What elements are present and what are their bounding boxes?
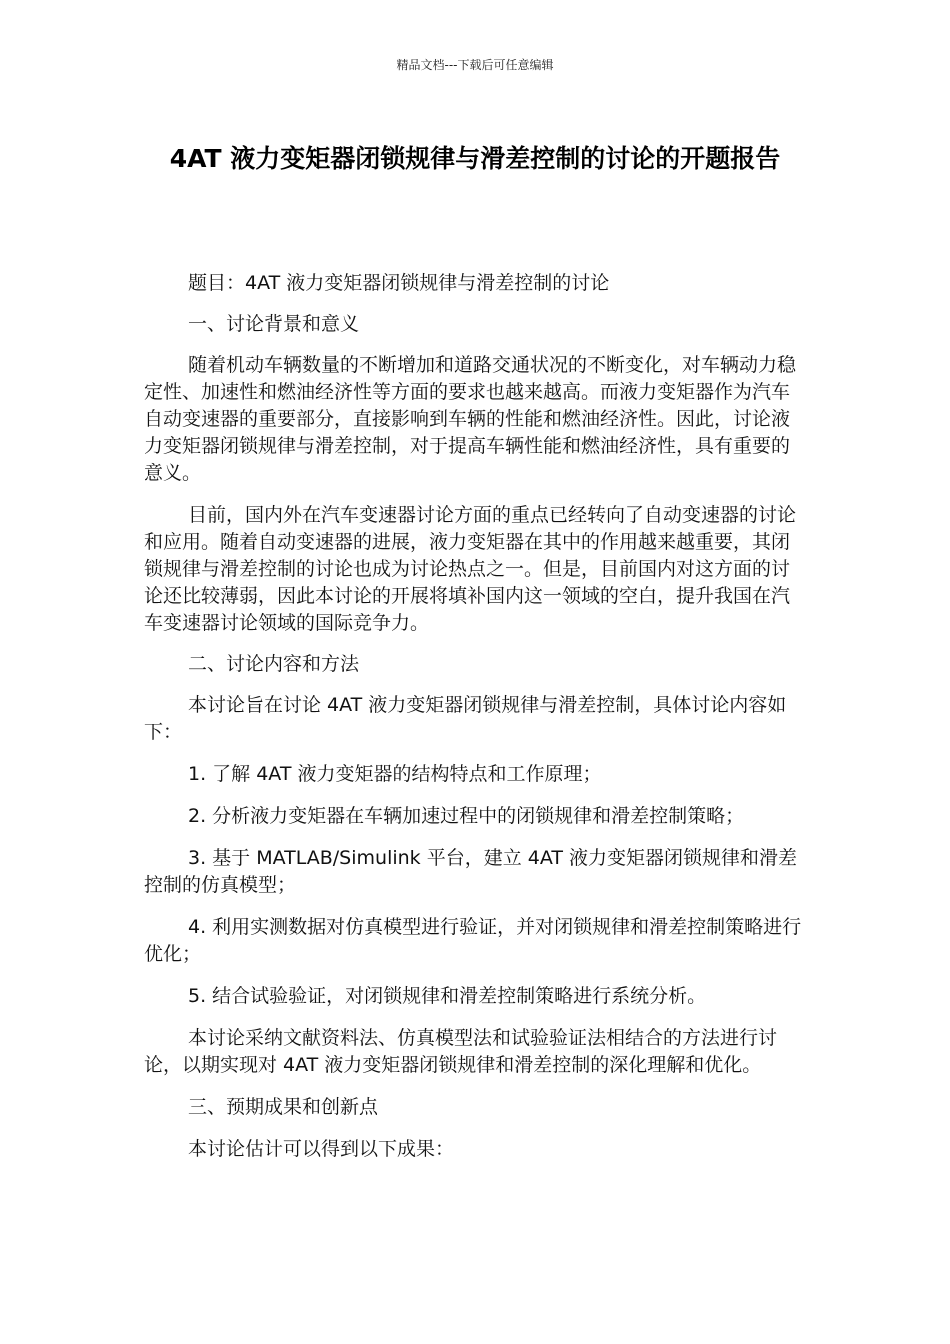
section-heading-content: 二、讨论内容和方法 (188, 653, 360, 675)
list-item: 2. 分析液力变矩器在车辆加速过程中的闭锁规律和滑差控制策略； (188, 805, 745, 827)
document-title: 4AT 液力变矩器闭锁规律与滑差控制的讨论的开题报告 (169, 144, 781, 173)
document-body (144, 270, 808, 1163)
list-item: 1. 了解 4AT 液力变矩器的结构特点和工作原理； (188, 763, 602, 785)
header-note: 精品文档---下载后可任意编辑 (396, 58, 554, 72)
list-item: 3. 基于 MATLAB/Simulink 平台，建立 4AT 液力变矩器闭锁规律和滑差控制的仿真模型； (144, 847, 798, 896)
body-paragraph: 随着机动车辆数量的不断增加和道路交通状况的不断变化，对车辆动力稳定性、加速性和燃油经济性等方面的要求也越来越高。而液力变矩器作为汽车自动变速器的重要部分，直接影响到车辆的性能和燃油经济性。因此，讨论液力变矩器闭锁规律与滑差控制，对于提高车辆性能和燃油经济性，具有重要的意义。 (144, 354, 797, 484)
list-item: 5. 结合试验验证，对闭锁规律和滑差控制策略进行系统分析。 (188, 985, 707, 1007)
section-heading-outcomes: 三、预期成果和创新点 (188, 1096, 379, 1118)
list-item: 4. 利用实测数据对仿真模型进行验证，并对闭锁规律和滑差控制策略进行优化； (144, 916, 802, 965)
body-paragraph: 目前，国内外在汽车变速器讨论方面的重点已经转向了自动变速器的讨论和应用。随着自动变速器的进展，液力变矩器在其中的作用越来越重要，其闭锁规律与滑差控制的讨论也成为讨论热点之一。但是，目前国内对这方面的讨论还比较薄弱，因此本讨论的开展将填补国内这一领域的空白，提升我国在汽车变速器讨论领域的国际竞争力。 (144, 504, 797, 634)
body-paragraph: 本讨论旨在讨论 4AT 液力变矩器闭锁规律与滑差控制，具体讨论内容如下： (144, 694, 787, 743)
body-paragraph: 本讨论估计可以得到以下成果： (188, 1138, 455, 1160)
body-paragraph: 本讨论采纳文献资料法、仿真模型法和试验验证法相结合的方法进行讨论，以期实现对 4AT 液力变矩器闭锁规律和滑差控制的深化理解和优化。 (144, 1027, 778, 1076)
topic-line: 题目：4AT 液力变矩器闭锁规律与滑差控制的讨论 (188, 272, 610, 294)
section-heading-background: 一、讨论背景和意义 (188, 313, 360, 335)
